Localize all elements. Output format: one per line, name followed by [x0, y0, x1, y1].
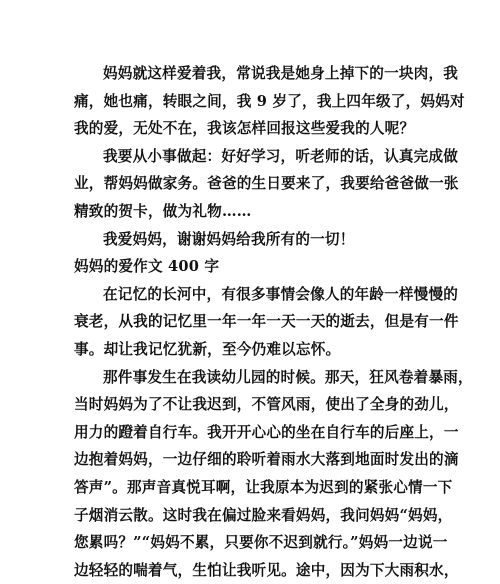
text-line: 妈妈就这样爱着我，常说我是她身上掉下的一块肉，我 [103, 65, 459, 82]
section-heading: 妈妈的爱作文 400 字 [74, 258, 220, 276]
text-line: 子烟消云散。这时我在偏过脸来看妈妈，我问妈妈“妈妈， [74, 506, 453, 524]
text-line: 边抱着妈妈，一边仔细的聆听着雨水大落到地面时发出的滴 [74, 451, 459, 469]
text-line: 精致的贺卡，做为礼物…… [74, 202, 252, 220]
text-line: 衰老，从我的记忆里一年一年一天一天的逝去，但是有一件 [74, 313, 459, 331]
text-line: 我要从小事做起：好好学习，听老师的话，认真完成做 [103, 147, 459, 165]
text-line: 我的爱，无处不在，我该怎样回报这些爱我的人呢？ [74, 120, 415, 138]
text-line: 在记忆的长河中，有很多事情会像人的年龄一样慢慢的 [103, 285, 459, 303]
text-line: 边轻轻的喘着气，生怕让我听见。途中，因为下大雨积水， [74, 561, 459, 579]
text-line: 当时妈妈为了不让我迟到，不管风雨，使出了全身的劲儿， [74, 396, 459, 414]
text-line: 您累吗？”“妈妈不累，只要你不迟到就行。”妈妈一边说一 [74, 534, 448, 552]
text-line: 我爱妈妈，谢谢妈妈给我所有的一切！ [103, 230, 355, 248]
text-line: 痛，她也痛，转眼之间，我 9 岁了，我上四年级了，妈妈对 [74, 92, 465, 110]
text-line: 业，帮妈妈做家务。爸爸的生日要来了，我要给爸爸做一张 [74, 175, 459, 193]
text-line: 用力的蹬着自行车。我开开心心的坐在自行车的后座上，一 [74, 423, 459, 441]
text-line: 那件事发生在我读幼儿园的时候。那天，狂风卷着暴雨， [103, 368, 473, 386]
text-line: 答声”。那声音真悦耳啊，让我原本为迟到的紧张心情一下 [74, 478, 453, 496]
document-body [74, 60, 473, 584]
text-line: 事。却让我记忆犹新，至今仍难以忘怀。 [74, 340, 341, 358]
